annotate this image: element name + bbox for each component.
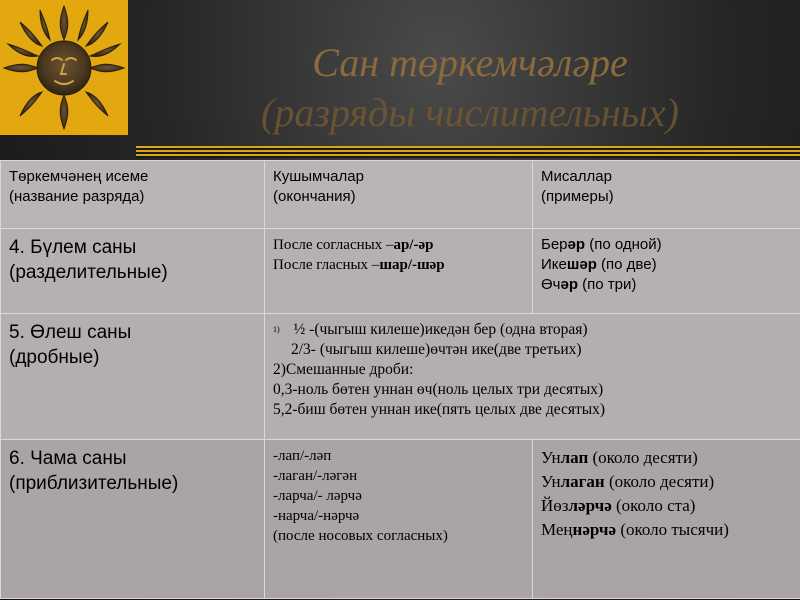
ending-line: -ларча/- ләрчә (273, 488, 362, 504)
header-cell-text: (примеры) (541, 188, 614, 205)
ending-line: -лап/-ләп (273, 448, 332, 464)
category-translation: (дробные) (9, 347, 100, 368)
header-cell-text: (окончания) (273, 188, 356, 205)
fraction-line: 2)Смешанные дроби: (273, 361, 414, 378)
table-row (1, 314, 800, 440)
example-stem: Мең (541, 520, 573, 539)
example-gloss: (около ста) (611, 496, 696, 515)
example-suffix: лаган (560, 472, 605, 491)
example-suffix: шәр (566, 256, 597, 273)
example-line (541, 235, 792, 255)
example-suffix: ләрчә (568, 496, 612, 515)
row-category-cell (1, 440, 265, 599)
example-line (541, 446, 792, 470)
decorative-rule (136, 146, 800, 158)
example-suffix: нәрчә (572, 520, 617, 539)
header-cell-text: (название разряда) (9, 188, 145, 205)
sun-logo-box (0, 0, 128, 135)
table-row (1, 229, 800, 314)
category-translation: (приблизительные) (9, 473, 179, 494)
example-suffix: әр (560, 276, 578, 293)
row-category-cell (1, 314, 265, 440)
row-category-cell (1, 229, 265, 314)
ending-text: После согласных – (273, 237, 394, 253)
fraction-line: 2/3- (чыгыш килеше)өчтән ике(две третьих) (291, 341, 582, 358)
example-line (541, 275, 792, 295)
example-stem: Өч (541, 276, 561, 293)
ending-line: -лаган/-ләгән (273, 468, 358, 484)
example-line (541, 518, 792, 542)
ending-line: (после носовых согласных) (273, 528, 448, 544)
ending-text: После гласных – (273, 257, 380, 273)
example-stem: Бер (541, 236, 568, 253)
row-endings-cell (265, 440, 533, 599)
list-number: 1) (273, 325, 280, 334)
ending-suffix: ар/-әр (393, 237, 434, 253)
category-number-name: 4. Бүлем саны (9, 237, 137, 258)
header-endings (265, 161, 533, 229)
ending-line (273, 255, 524, 275)
example-gloss: (около десяти) (604, 472, 715, 491)
table-header-row (1, 161, 800, 229)
category-number-name: 5. Өлеш саны (9, 322, 132, 343)
example-gloss: (около десяти) (588, 448, 698, 467)
fraction-line: 5,2-биш бөтен уннан ике(пять целых две десятых) (273, 401, 606, 418)
ending-suffix: шар/-шәр (379, 257, 445, 273)
example-gloss: (по одной) (585, 236, 662, 253)
example-stem: Йөз (541, 496, 569, 515)
row-endings-cell (265, 229, 533, 314)
fractions-cell (265, 314, 800, 440)
category-number-name: 6. Чама саны (9, 448, 127, 469)
header-category-name (1, 161, 265, 229)
row-examples-cell (533, 440, 800, 599)
example-stem: Ун (541, 448, 561, 467)
fraction-line: 0,3-ноль бөтен уннан өч(ноль целых три десятых) (273, 381, 604, 398)
table-row (1, 440, 800, 599)
example-line (541, 255, 792, 275)
example-line (541, 494, 792, 518)
page-title (140, 38, 800, 138)
sun-face-icon (0, 0, 128, 135)
row-examples-cell (533, 229, 800, 314)
ending-line: -нарча/-нәрчә (273, 508, 360, 524)
example-stem: Ун (541, 472, 561, 491)
category-translation: (разделительные) (9, 262, 168, 283)
header-cell-text: Кушымчалар (273, 168, 364, 185)
example-suffix: лап (560, 448, 589, 467)
title-line-2: (разряды числительных) (261, 90, 679, 135)
fraction-line (273, 320, 792, 340)
example-gloss: (около тысячи) (616, 520, 729, 539)
ending-line (273, 235, 524, 255)
header-examples (533, 161, 800, 229)
example-stem: Ике (541, 256, 567, 273)
header-cell-text: Мисаллар (541, 168, 612, 185)
header-cell-text: Төркемчәнең исеме (9, 168, 149, 185)
example-gloss: (по две) (596, 256, 657, 273)
example-line (541, 470, 792, 494)
title-line-1: Сан төркемчәләре (312, 40, 628, 85)
numerals-table (0, 160, 800, 599)
example-gloss: (по три) (578, 276, 637, 293)
fraction-text: ½ -(чыгыш килеше)икедән бер (одна вторая) (293, 321, 588, 338)
example-suffix: әр (567, 236, 586, 253)
